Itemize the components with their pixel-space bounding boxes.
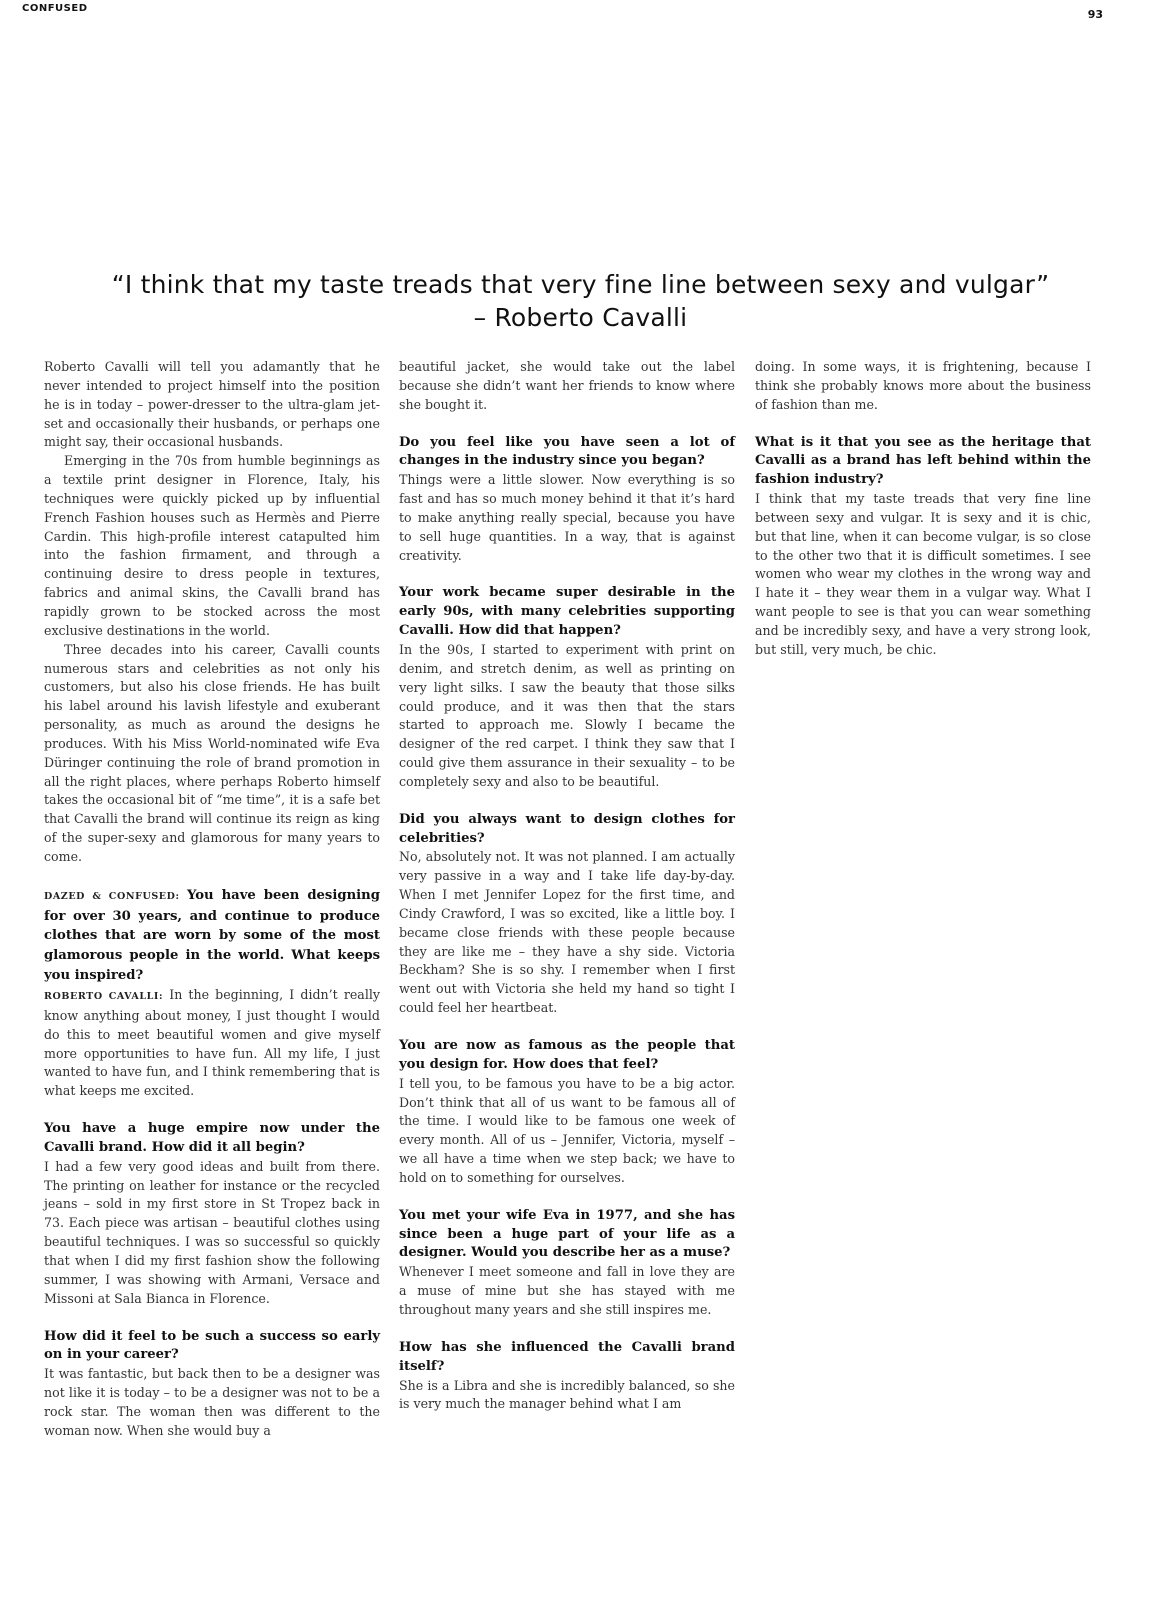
page-number: 93	[1087, 8, 1103, 21]
interview-answer: I tell you, to be famous you have to be a big actor. Don’t think that all of us want to be famous all of the time. I would like to be famous one week of every month. All of us – Jennifer, Victoria, myself – we all have a time when we step back; we have to hold on to something for ourselves.	[399, 1075, 735, 1185]
interview-answer: beautiful jacket, she would take out the label because she didn’t want her friends to know where she bought it.	[399, 359, 735, 412]
interview-question: How did it feel to be such a success so early on in your career?	[44, 1328, 380, 1363]
interview-answer: In the 90s, I started to experiment with print on denim, and stretch denim, as well as printing on very light silks. I saw the beauty that those silks could produce, and it was then that the stars started to approach me. Slowly I became the designer of the red carpet. I think they saw that I could give them assurance in their sexuality – to be completely sexy and also to be beautiful.	[399, 641, 735, 789]
interview-answer: She is a Libra and she is incredibly balanced, so she is very much the manager behind what I am	[399, 1377, 735, 1412]
question-text: You have been designing for over 30 years, and continue to produce clothes that are worn by some of the most glamorous people in the world. What keeps you inspired?	[44, 887, 380, 984]
interview-question: What is it that you see as the heritage that Cavalli as a brand has left behind within the fashion industry?	[755, 434, 1091, 488]
interview-answer	[44, 986, 380, 1101]
pull-quote-attribution: – Roberto Cavalli	[473, 303, 688, 332]
interview-answer: I had a few very good ideas and built from there. The printing on leather for instance or the recycled jeans – sold in my first store in St Tropez back in 73. Each piece was artisan – beautiful clothes using beautiful techniques. I was so successful so quickly that when I did my first fashion show the following summer, I was showing with Armani, Versace and Missoni at Sala Bianca in Florence.	[44, 1158, 380, 1306]
interview-question: Did you always want to design clothes for celebrities?	[399, 811, 735, 846]
interview-answer: doing. In some ways, it is frightening, because I think she probably knows more about the business of fashion than me.	[755, 359, 1091, 412]
speaker-label: ROBERTO CAVALLI:	[44, 991, 164, 1002]
speaker-label: DAZED & CONFUSED:	[44, 890, 180, 902]
article-column-1	[44, 358, 380, 1441]
interview-answer: No, absolutely not. It was not planned. I am actually very passive in a way and I take life day-by-day. When I met Jennifer Lopez for the first time, and Cindy Crawford, I was so excited, like a little boy. I became close friends with these people because they are like me – they have a shy side. Victoria Beckham? She is so shy. I remember when I first went out with Victoria she held my hand so tight I could feel her heartbeat.	[399, 849, 735, 1016]
interview-question: How has she influenced the Cavalli brand itself?	[399, 1339, 735, 1374]
intro-paragraph: Three decades into his career, Cavalli counts numerous stars and celebrities as not only his customers, but also his close friends. He has built his label around his lavish lifestyle and exuberant personality, as much as around the designs he produces. With his Miss World-nominated wife Eva Düringer continuing the role of brand promotion in all the right places, where perhaps Roberto himself takes the occasional bit of “me time”, it is a safe bet that Cavalli the brand will continue its reign as king of the super-sexy and glamorous for many years to come.	[44, 641, 380, 864]
pull-quote	[40, 268, 1121, 334]
intro-paragraph: Emerging in the 70s from humble beginnings as a textile print designer in Florence, Italy, his techniques were quickly picked up by influential French Fashion houses such as Hermès and Pierre Cardin. This high-profile interest catapulted him into the fashion firmament, and through a continuing desire to dress people in textures, fabrics and animal skins, the Cavalli brand has rapidly grown to be stocked across the most exclusive destinations in the world.	[44, 453, 380, 638]
section-label: CONFUSED	[22, 3, 88, 14]
article-column-3	[755, 358, 1091, 660]
interview-question: Your work became super desirable in the early 90s, with many celebrities supporting Cavalli. How did that happen?	[399, 585, 735, 639]
interview-answer: I think that my taste treads that very fine line between sexy and vulgar. It is sexy and it is chic, but that line, when it can become vulgar, is so close to the other two that it is difficult sometimes. I see women who wear my clothes in the wrong way and I hate it – they wear them in a vulgar way. What I want people to see is that you can wear something and be incredibly sexy, and have a very strong look, but still, very much, be chic.	[755, 491, 1091, 657]
interview-answer: It was fantastic, but back then to be a designer was not like it is today – to be a designer was not to be a rock star. The woman then was different to the woman now. When she would buy a	[44, 1366, 380, 1438]
pull-quote-text: “I think that my taste treads that very fine line between sexy and vulgar”	[111, 270, 1050, 299]
intro-paragraph: Roberto Cavalli will tell you adamantly that he never intended to project himself into the position he is in today – power-dresser to the ultra-glam jet-set and occasionally their husbands, or perhaps one might say, their occasional husbands.	[44, 359, 380, 450]
interview-answer: Things were a little slower. Now everything is so fast and has so much money behind it that it’s hard to make anything really special, because you have to sell huge quantities. In a way, that is against creativity.	[399, 472, 735, 563]
interview-question: You have a huge empire now under the Cavalli brand. How did it all begin?	[44, 1121, 380, 1155]
interview-question	[44, 886, 380, 986]
interview-answer: Whenever I meet someone and fall in love they are a muse of mine but she has stayed with me throughout many years and she still inspires me.	[399, 1264, 735, 1317]
interview-question: You met your wife Eva in 1977, and she has since been a huge part of your life as a designer. Would you describe her as a muse?	[399, 1207, 735, 1261]
answer-text: In the beginning, I didn’t really know anything about money, I just thought I would do this to meet beautiful women and give myself more opportunities to have fun. All my life, I just wanted to have fun, and I think remembering that is what keeps me excited.	[44, 987, 380, 1099]
interview-question: You are now as famous as the people that you design for. How does that feel?	[399, 1038, 735, 1072]
article-column-2	[399, 358, 735, 1414]
interview-question: Do you feel like you have seen a lot of changes in the industry since you began?	[399, 434, 735, 469]
